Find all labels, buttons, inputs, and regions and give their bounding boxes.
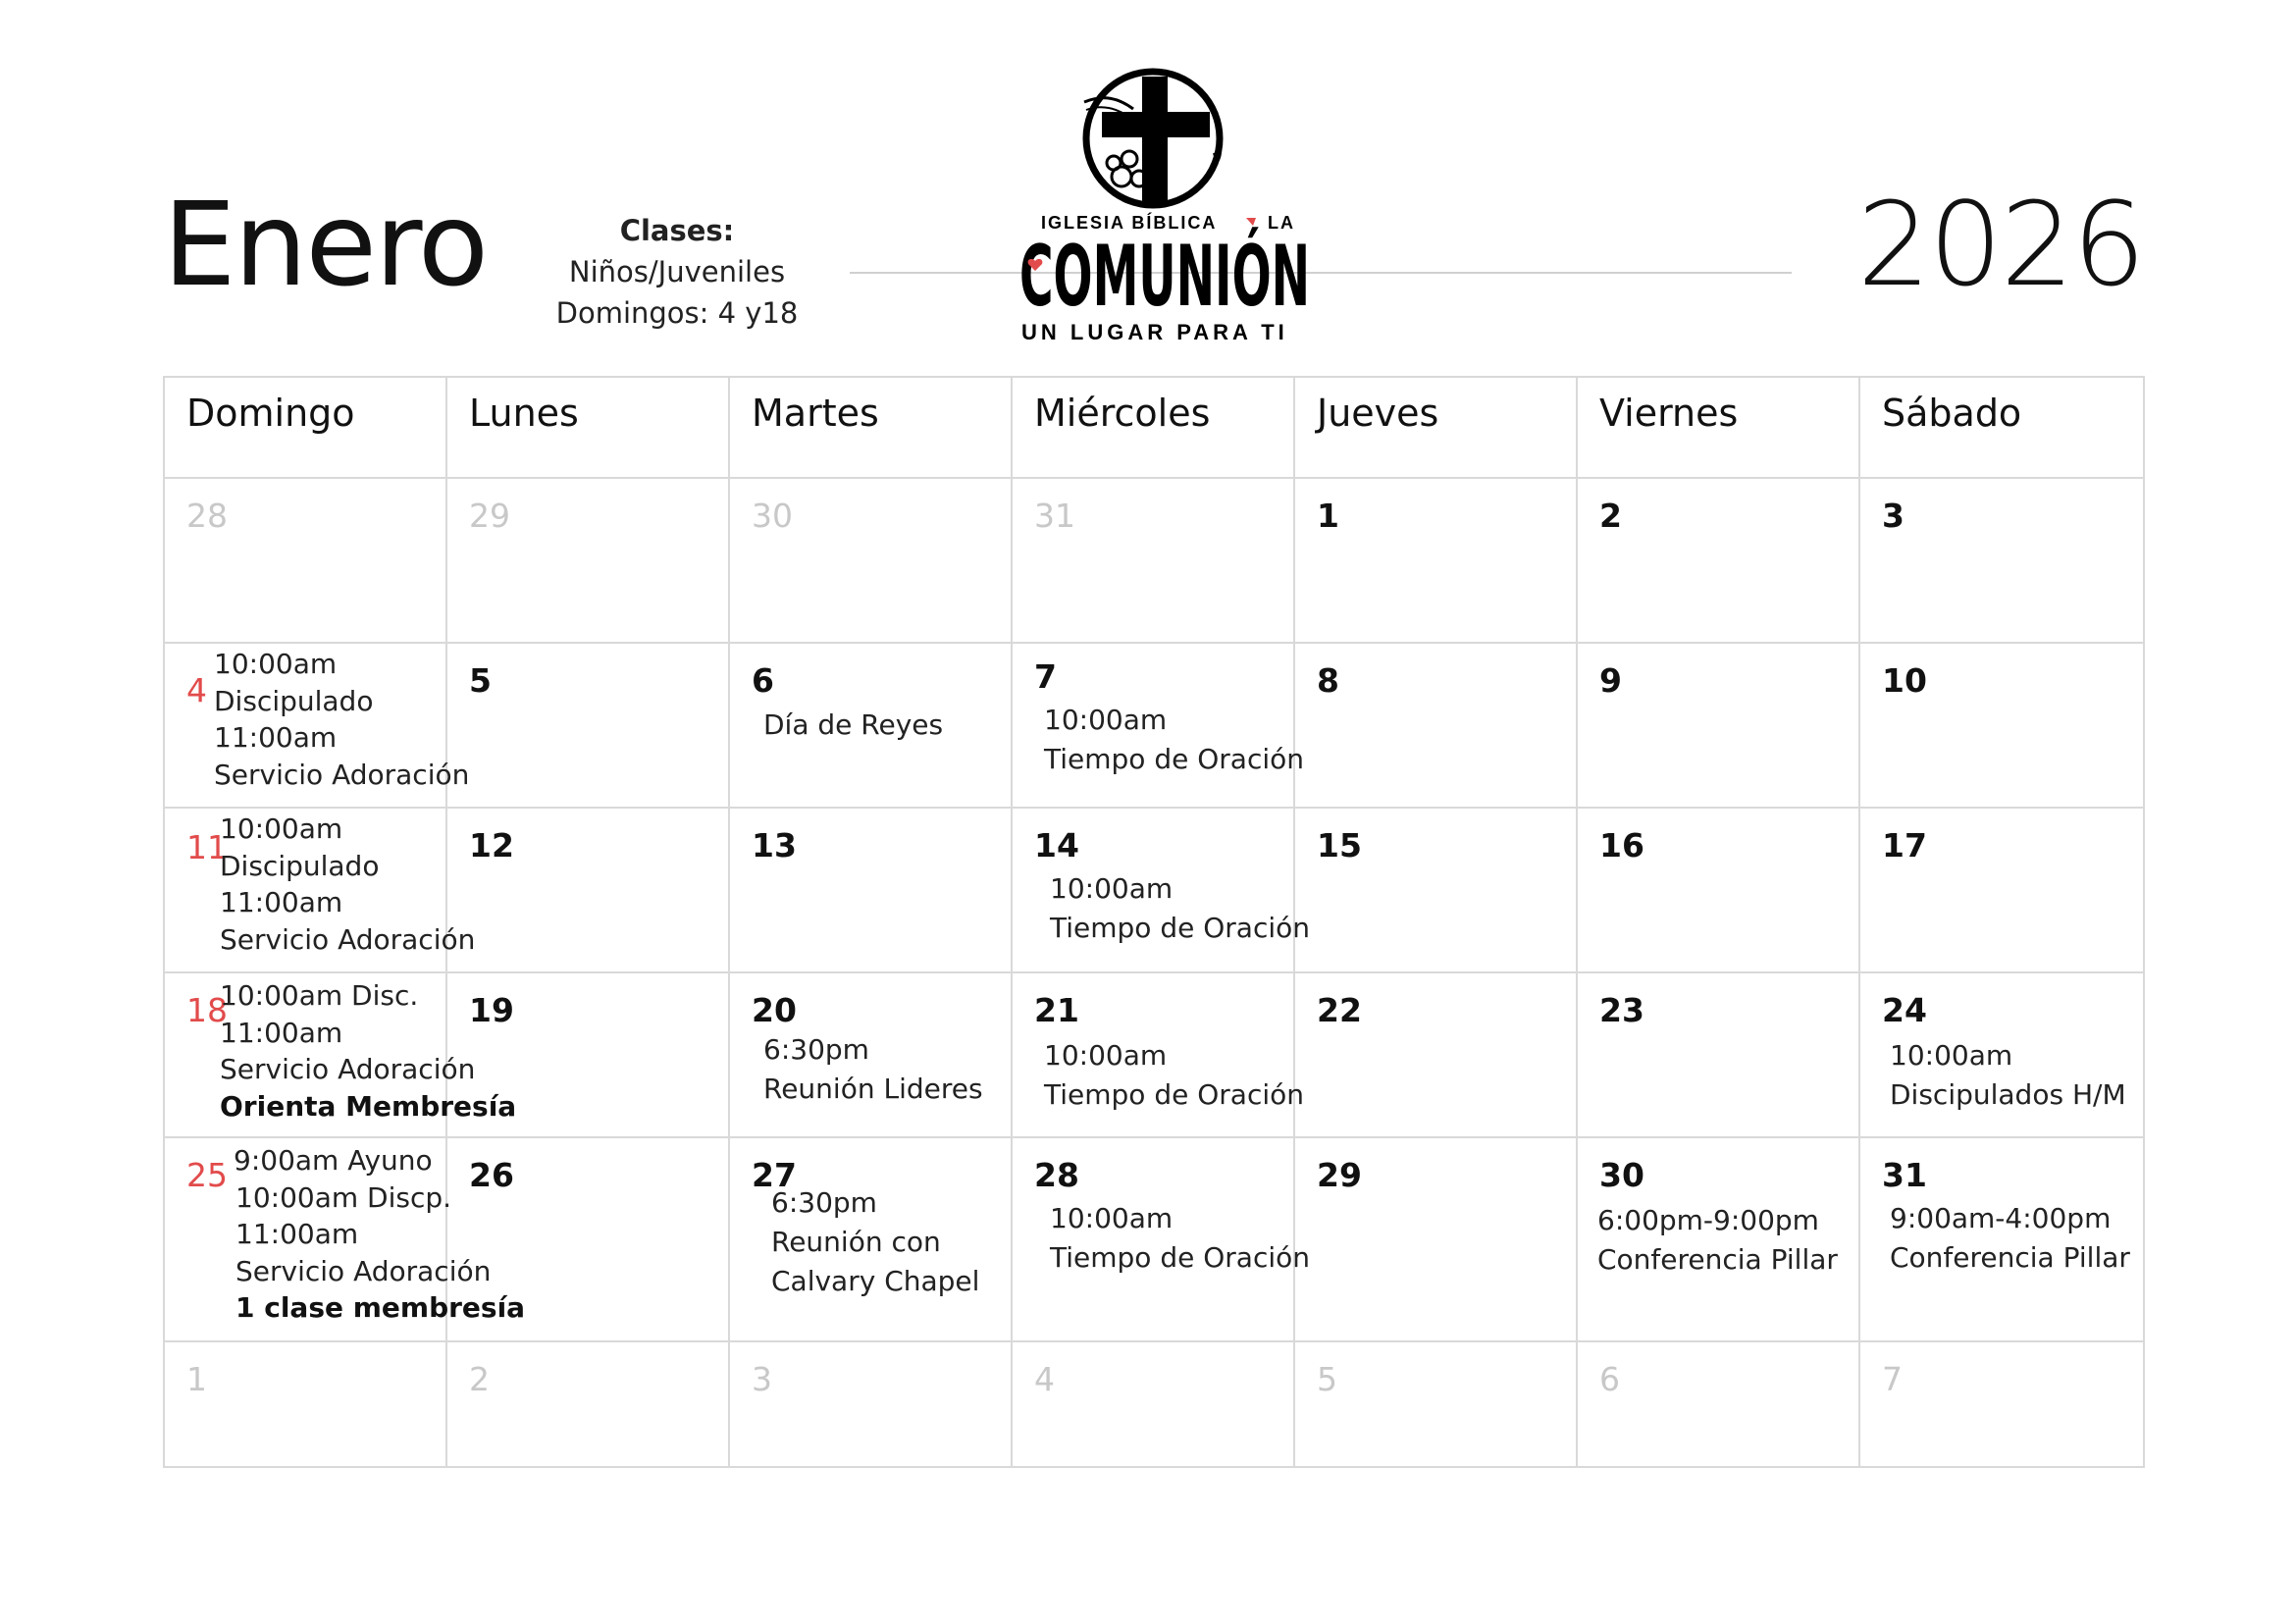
logo-line1b: LA	[1268, 213, 1295, 233]
day-cell	[730, 644, 1013, 809]
day-cell	[730, 479, 1013, 644]
event-line: Tiempo de Oración	[1044, 1078, 1304, 1111]
event-line: 10:00am	[1050, 1202, 1174, 1234]
month-title: Enero	[163, 177, 488, 312]
day-number: 15	[1317, 826, 1362, 864]
event-line: Día de Reyes	[763, 708, 944, 741]
day-cell	[1295, 644, 1578, 809]
header-divider	[850, 272, 1792, 274]
event-list	[1890, 1199, 2130, 1278]
event-line: 11:00am	[235, 1218, 359, 1250]
day-cell	[165, 809, 476, 973]
weekday-thursday: Jueves	[1295, 378, 1578, 479]
day-cell	[447, 479, 730, 644]
classes-group: Niños/Juveniles	[568, 255, 786, 288]
day-cell	[1578, 479, 1860, 644]
day-cell	[1860, 1138, 2143, 1342]
day-cell	[1860, 973, 2143, 1138]
day-number: 6	[1599, 1360, 1620, 1398]
event-line: 10:00am	[1044, 1039, 1168, 1072]
day-number: 17	[1882, 826, 1927, 864]
classes-title: Clases:	[619, 214, 735, 247]
day-number: 6	[752, 661, 774, 700]
day-number: 7	[1034, 657, 1057, 696]
event-line: 6:30pm	[763, 1033, 869, 1066]
day-number: 28	[186, 497, 228, 535]
event-line: Discipulado	[220, 849, 380, 882]
day-number: 1	[186, 1360, 207, 1398]
weekday-tuesday: Martes	[730, 378, 1013, 479]
day-cell	[165, 479, 447, 644]
weekday-saturday: Sábado	[1860, 378, 2143, 479]
day-number: 16	[1599, 826, 1644, 864]
day-cell	[447, 644, 730, 809]
day-number: 13	[752, 826, 797, 864]
event-line: Tiempo de Oración	[1044, 743, 1304, 775]
event-line: 10:00am	[1044, 704, 1168, 736]
event-line: 10:00am Disc.	[220, 979, 419, 1012]
day-cell	[1295, 973, 1578, 1138]
day-number: 29	[469, 497, 510, 535]
day-cell	[1578, 809, 1860, 973]
classes-note	[549, 210, 805, 334]
weekday-monday: Lunes	[447, 378, 730, 479]
event-list	[763, 707, 943, 744]
day-number: 23	[1599, 991, 1644, 1029]
event-line: 11:00am	[220, 886, 343, 918]
day-number: 25	[186, 1156, 228, 1194]
event-line: 9:00am Ayuno	[234, 1144, 433, 1177]
day-number: 11	[186, 828, 228, 866]
day-cell	[447, 809, 730, 973]
event-line: 11:00am	[214, 721, 338, 754]
event-list	[1044, 1036, 1304, 1115]
year-title: 2026	[1856, 177, 2144, 312]
event-line: Conferencia Pillar	[1890, 1241, 2130, 1274]
day-cell	[1578, 1138, 1860, 1342]
event-line: Orienta Membresía	[220, 1089, 517, 1123]
day-cell	[1295, 809, 1578, 973]
day-number: 18	[186, 991, 228, 1029]
day-number: 24	[1882, 991, 1927, 1029]
event-line: Calvary Chapel	[771, 1265, 980, 1297]
day-number: 8	[1317, 661, 1339, 700]
day-number: 2	[469, 1360, 490, 1398]
logo-wordmark: COMUNIÓN	[1019, 228, 1550, 326]
event-line: 9:00am-4:00pm	[1890, 1202, 2112, 1234]
day-number: 22	[1317, 991, 1362, 1029]
event-line: 1 clase membresía	[235, 1291, 526, 1324]
day-number: 29	[1317, 1156, 1362, 1194]
day-cell	[1295, 479, 1578, 644]
day-number: 12	[469, 826, 514, 864]
church-logo	[996, 65, 1550, 344]
event-line: 10:00am	[220, 812, 343, 845]
day-cell	[730, 973, 1013, 1138]
event-line: Servicio Adoración	[235, 1254, 492, 1287]
day-cell	[1578, 973, 1860, 1138]
event-list	[771, 1183, 979, 1301]
day-number: 19	[469, 991, 514, 1029]
day-cell	[730, 809, 1013, 973]
event-line: Discipulado	[214, 684, 374, 717]
day-cell	[1860, 479, 2143, 644]
event-line: Tiempo de Oración	[1050, 1241, 1310, 1274]
event-line: 10:00am Discp.	[235, 1180, 452, 1214]
day-number: 10	[1882, 661, 1927, 700]
day-number: 31	[1882, 1156, 1927, 1194]
event-line: Servicio Adoración	[220, 1053, 476, 1085]
event-list	[1044, 701, 1304, 779]
day-number: 5	[469, 661, 492, 700]
month-calendar	[163, 376, 2145, 1468]
day-cell	[1295, 1342, 1578, 1468]
day-number: 5	[1317, 1360, 1337, 1398]
event-line: Servicio Adoración	[220, 922, 476, 956]
day-number: 26	[469, 1156, 514, 1194]
logo-tagline: UN LUGAR PARA TI	[1021, 320, 1288, 344]
day-cell	[1860, 1342, 2143, 1468]
classes-schedule: Domingos: 4 y18	[555, 296, 799, 330]
weekday-sunday: Domingo	[165, 378, 447, 479]
day-number: 3	[1882, 497, 1905, 535]
day-cell	[1295, 1138, 1578, 1342]
event-line: 6:00pm-9:00pm	[1597, 1204, 1819, 1236]
event-list	[1597, 1201, 1838, 1280]
event-line: 10:00am	[1890, 1039, 2013, 1072]
day-number: 27	[752, 1156, 797, 1194]
day-cell	[165, 644, 470, 809]
event-line: Tiempo de Oración	[1050, 912, 1310, 944]
day-cell	[447, 973, 730, 1138]
day-number: 14	[1034, 826, 1079, 864]
day-cell	[1860, 809, 2143, 973]
logo-line1: IGLESIA BÍBLICA	[1041, 213, 1218, 233]
day-cell	[165, 1342, 447, 1468]
day-number: 30	[1599, 1156, 1644, 1194]
event-line: Servicio Adoración	[214, 758, 470, 791]
day-cell	[1013, 1342, 1295, 1468]
day-cell	[730, 1342, 1013, 1468]
day-cell	[1013, 644, 1304, 809]
event-list	[1050, 1199, 1310, 1278]
day-cell	[1013, 973, 1304, 1138]
day-number: 30	[752, 497, 793, 535]
weekday-wednesday: Miércoles	[1013, 378, 1295, 479]
event-list	[214, 646, 469, 793]
day-cell	[1578, 644, 1860, 809]
day-cell	[1860, 644, 2143, 809]
day-number: 21	[1034, 991, 1079, 1029]
day-number: 4	[186, 671, 207, 709]
day-number: 4	[1034, 1360, 1055, 1398]
event-line: Reunión con	[771, 1226, 941, 1258]
day-number: 31	[1034, 497, 1075, 535]
event-line: 11:00am	[220, 1016, 343, 1049]
weekday-friday: Viernes	[1578, 378, 1860, 479]
day-cell	[1013, 1138, 1310, 1342]
event-line: 6:30pm	[771, 1186, 877, 1219]
day-number: 28	[1034, 1156, 1079, 1194]
day-cell	[447, 1138, 730, 1342]
day-number: 9	[1599, 661, 1622, 700]
day-cell	[1013, 479, 1295, 644]
day-cell	[730, 1138, 1013, 1342]
event-list	[763, 1030, 983, 1109]
day-number: 20	[752, 991, 797, 1029]
day-number: 2	[1599, 497, 1622, 535]
day-number: 3	[752, 1360, 772, 1398]
event-line: 10:00am	[214, 648, 338, 680]
event-line: Discipulados H/M	[1890, 1078, 2126, 1111]
day-cell	[1578, 1342, 1860, 1468]
day-cell	[447, 1342, 730, 1468]
event-list	[220, 811, 475, 958]
day-number: 1	[1317, 497, 1339, 535]
event-line: 10:00am	[1050, 872, 1174, 905]
event-line: Reunión Lideres	[763, 1073, 983, 1105]
event-list	[1050, 869, 1310, 948]
event-line: Conferencia Pillar	[1597, 1243, 1838, 1276]
day-cell	[1013, 809, 1310, 973]
event-list	[1890, 1036, 2126, 1115]
day-number: 7	[1882, 1360, 1903, 1398]
